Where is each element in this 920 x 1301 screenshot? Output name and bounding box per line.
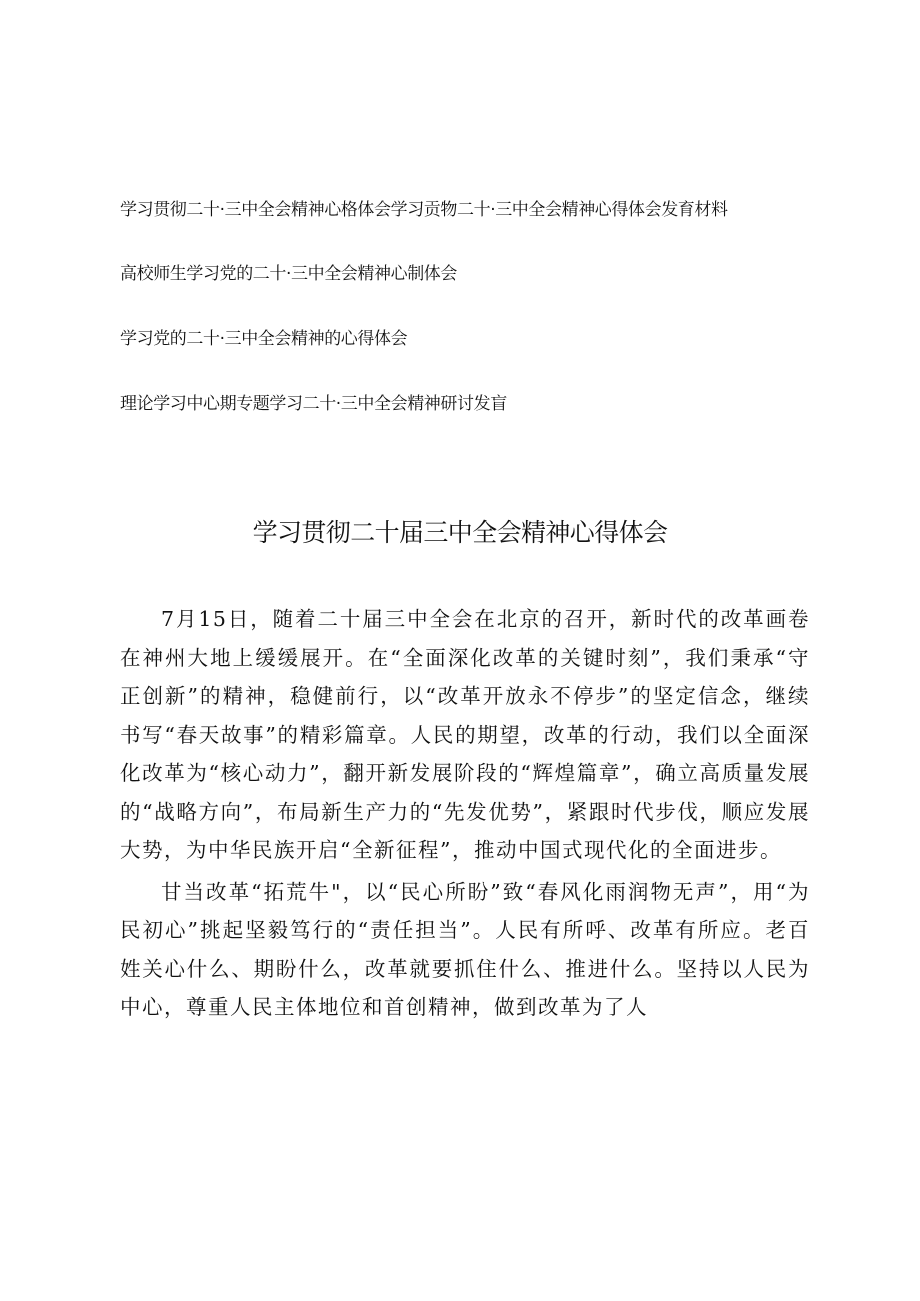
article-title: 学习贯彻二十届三中全会精神心得体会: [252, 518, 668, 547]
toc-item[interactable]: 学习贯彻二十·三中全会精神心格体会学习贡物二十·三中全会精神心得体会发育材料: [120, 200, 728, 220]
toc-item[interactable]: 高校师生学习党的二十·三中全会精神心制体会: [120, 264, 458, 284]
article-body: [120, 600, 810, 1030]
toc-item[interactable]: 理论学习中心期专题学习二十·三中全会精神研讨发盲: [120, 394, 507, 414]
body-paragraph: 7月15日，随着二十届三中全会在北京的召开，新时代的改革画卷在神州大地上缓缓展开。在“全面深化改革的关键时刻”，我们秉承“守正创新”的精神，稳健前行，以“改革开放永不停步”的坚定信念，继续书写“春天故事”的精彩篇章。人民的期望，改革的行动，我们以全面深化改革为“核心动力”，翻开新发展阶段的“辉煌篇章”，确立高质量发展的“战略方向”，布局新生产力的“先发优势”，紧跟时代步伐，顺应发展大势，为中华民族开启“全新征程”，推动中国式现代化的全面进步。: [120, 607, 810, 862]
toc-item[interactable]: 学习党的二十·三中全会精神的心得体会: [120, 329, 408, 349]
body-paragraph: 甘当改革“拓荒牛"，以“民心所盼”致“春风化雨润物无声”，用“为民初心”挑起坚毅笃行的“责任担当”。人民有所呼、改革有所应。老百姓关心什么、期盼什么，改革就要抓住什么、推进什么。坚持以人民为中心，尊重人民主体地位和首创精神，做到改革为了人: [120, 879, 810, 1019]
table-of-contents: [120, 195, 820, 454]
